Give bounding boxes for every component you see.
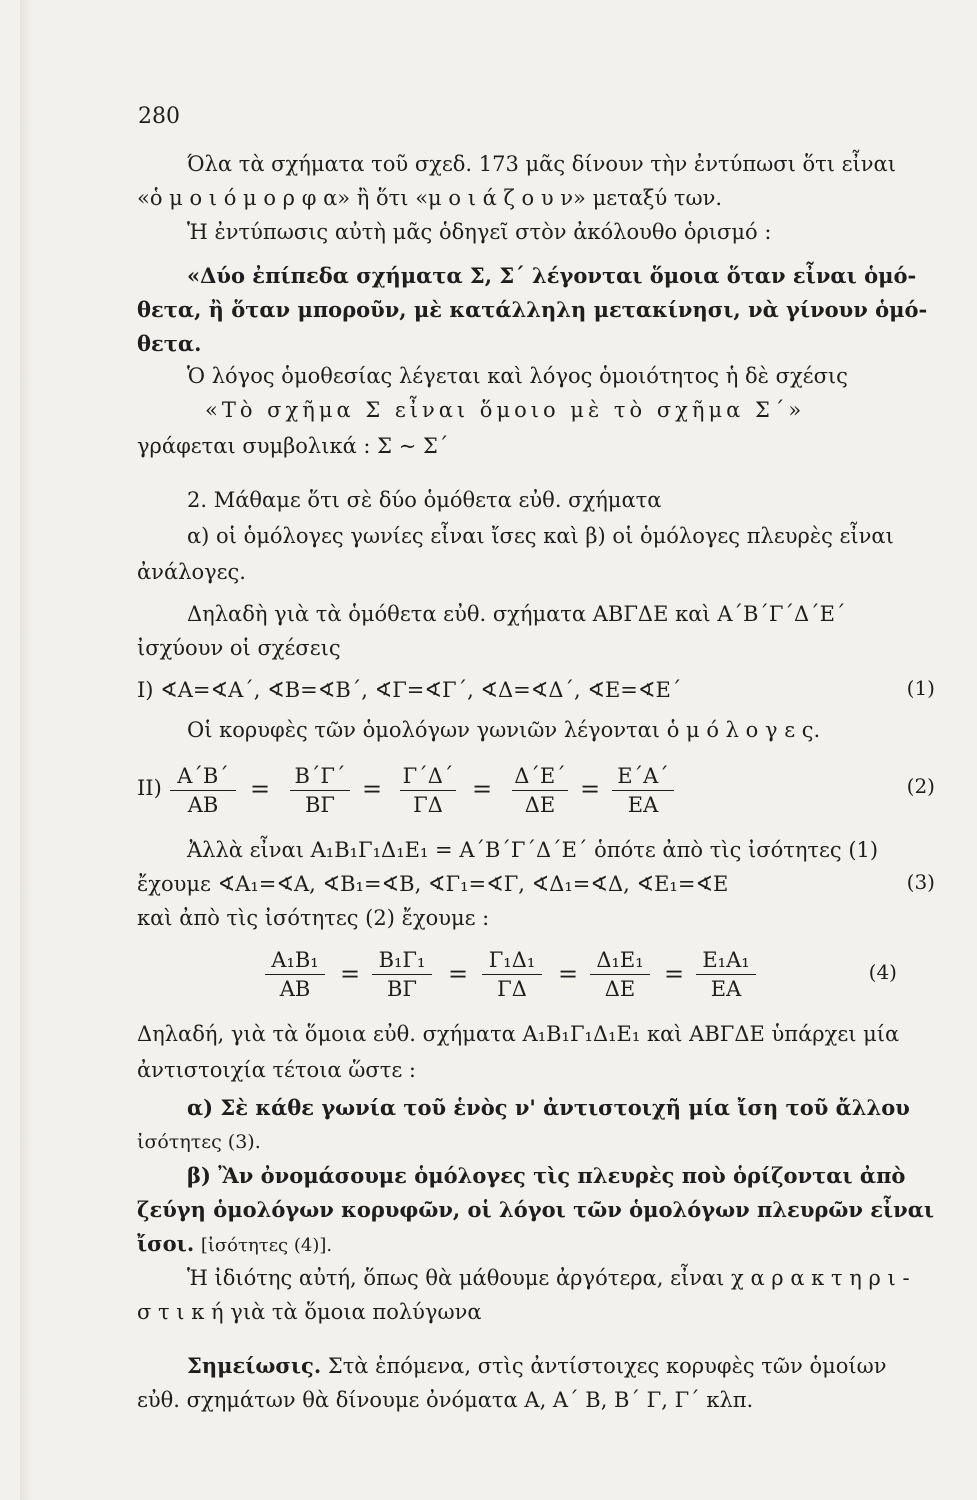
numerator: Δ΄Ε΄: [514, 764, 566, 788]
text-line: Ἡ ἰδιότης αὐτή, ὅπως θὰ μάθουμε ἀργότερα, εἶναι χ α ρ α κ τ η ρ ι -: [187, 1266, 910, 1290]
equals-sign: =: [448, 960, 469, 988]
numerator: Γ΄Δ΄: [402, 764, 454, 788]
text-line: «ὁ μ ο ι ό μ ο ρ φ α» ἢ ὅτι «μ ο ι ά ζ ο υ ν» μεταξύ των.: [137, 186, 723, 210]
numerator: Α₁Β₁: [271, 948, 319, 972]
property-a: [187, 1094, 910, 1122]
fraction: [482, 946, 542, 1003]
text-line: ἰσχύουν οἱ σχέσεις: [137, 636, 341, 660]
definition-line: θετα, ἢ ὅταν μποροῦν, μὲ κατάλληλη μετακίνησι, νὰ γίνουν ὁμό-: [137, 297, 928, 322]
text-line: [137, 1230, 332, 1260]
equals-sign: =: [340, 960, 361, 988]
denominator: ΕΑ: [627, 793, 659, 817]
fraction: [696, 946, 756, 1003]
note-line: [187, 1352, 887, 1380]
text-line: Όλα τὰ σχήματα τοῦ σχεδ. 173 μᾶς δίνουν τὴν ἐντύπωσι ὅτι εἶναι: [187, 152, 896, 176]
numerator: Γ₁Δ₁: [488, 948, 536, 972]
text-line: γράφεται συμβολικά : Σ ∼ Σ΄: [137, 434, 449, 458]
equals-sign: =: [558, 960, 579, 988]
fraction: [590, 946, 650, 1003]
text-line: Ἀλλὰ εἶναι Α₁Β₁Γ₁Δ₁Ε₁ = Α΄Β΄Γ΄Δ΄Ε΄ ὁπότε ἀπὸ τὶς ἰσότητες (1): [187, 838, 879, 862]
numerator: Δ₁Ε₁: [596, 948, 644, 972]
text-line: «Τὸ σχῆμα Σ εἶναι ὅμοιο μὲ τὸ σχῆμα Σ΄»: [205, 398, 806, 422]
note-heading: Σημείωσις.: [187, 1353, 322, 1378]
numerator: Β₁Γ₁: [378, 948, 426, 972]
equals-sign: =: [664, 960, 685, 988]
denominator: ΒΓ: [304, 793, 335, 817]
numerator: Ε₁Α₁: [702, 948, 750, 972]
equals-sign: =: [362, 775, 383, 803]
property-a-text: α) Σὲ κάθε γωνία τοῦ ἑνὸς ν' ἀντιστοιχῆ μία ἴση τοῦ ἄλλου: [187, 1095, 910, 1120]
fraction: [290, 762, 350, 819]
text-line: σ τ ι κ ή γιὰ τὰ ὅμοια πολύγωνα: [137, 1300, 482, 1324]
equation-3: ἔχουμε ∢Α₁=∢Α, ∢Β₁=∢Β, ∢Γ₁=∢Γ, ∢Δ₁=∢Δ, ∢Ε₁=∢Ε: [137, 872, 729, 896]
fraction: [372, 946, 432, 1003]
denominator: ΓΔ: [497, 977, 527, 1001]
definition-line: «Δύο ἐπίπεδα σχήματα Σ, Σ΄ λέγονται ὅμοια ὅταν εἶναι ὁμό-: [187, 263, 917, 288]
text-line: εὐθ. σχημάτων θὰ δίνουμε ὀνόματα Α, Α΄ Β, Β΄ Γ, Γ΄ κλπ.: [137, 1388, 754, 1412]
denominator: ΔΕ: [524, 793, 556, 817]
equation-number: (3): [906, 870, 935, 894]
text-line: ἀντιστοιχία τέτοια ὥστε :: [137, 1058, 416, 1082]
fraction: [612, 762, 674, 819]
section-line: 2. Μάθαμε ὅτι σὲ δύο ὁμόθετα εὐθ. σχήματα: [187, 488, 662, 512]
equation-number: (1): [906, 676, 935, 700]
numerator: Ε΄Α΄: [617, 764, 669, 788]
text-line: α) οἱ ὁμόλογες γωνίες εἶναι ἴσες καὶ β) οἱ ὁμόλογες πλευρὲς εἶναι: [187, 524, 894, 548]
fraction: [170, 762, 236, 819]
page-number: 280: [138, 104, 180, 129]
equals-sign: =: [472, 775, 493, 803]
equals-sign: =: [580, 775, 601, 803]
text-line: ἰσότητες (3).: [137, 1131, 261, 1153]
text-line: Ἡ ἐντύπωσις αὐτὴ μᾶς ὁδηγεῖ στὸν ἀκόλουθο ὁρισμό :: [187, 220, 772, 244]
numerator: Β΄Γ΄: [294, 764, 346, 788]
equals-sign: =: [250, 775, 271, 803]
fraction: [512, 762, 568, 819]
text-line: καὶ ἀπὸ τὶς ἰσότητες (2) ἔχουμε :: [137, 906, 490, 930]
denominator: ΑΒ: [279, 977, 311, 1001]
equation-1: I) ∢Α=∢Α΄, ∢Β=∢Β΄, ∢Γ=∢Γ΄, ∢Δ=∢Δ΄, ∢Ε=∢Ε΄: [137, 678, 682, 702]
page-fold-shadow: [20, 0, 32, 1500]
equation-number: (4): [868, 960, 897, 984]
note-text: Στὰ ἑπόμενα, στὶς ἀντίστοιχες κορυφὲς τῶν ὁμοίων: [327, 1354, 887, 1378]
property-b: ζεύγη ὁμολόγων κορυφῶν, οἱ λόγοι τῶν ὁμολόγων πλευρῶν εἶναι: [137, 1197, 935, 1222]
denominator: ΒΓ: [386, 977, 417, 1001]
equation-label: II): [137, 776, 162, 800]
denominator: ΔΕ: [604, 977, 636, 1001]
reference: [ἰσότητες (4)].: [200, 1235, 333, 1256]
text-line: Δηλαδή, γιὰ τὰ ὅμοια εὐθ. σχήματα Α₁Β₁Γ₁Δ₁Ε₁ καὶ ΑΒΓΔΕ ὑπάρχει μία: [137, 1022, 900, 1046]
text-line: Δηλαδὴ γιὰ τὰ ὁμόθετα εὐθ. σχήματα ΑΒΓΔΕ καὶ Α΄Β΄Γ΄Δ΄Ε΄: [187, 602, 846, 626]
bold-word: ἴσοι.: [137, 1231, 195, 1256]
equation-number: (2): [906, 774, 935, 798]
denominator: ΑΒ: [187, 793, 219, 817]
property-b: β) Ἂν ὀνομάσουμε ὁμόλογες τὶς πλευρὲς ποὺ ὁρίζονται ἀπὸ: [187, 1163, 906, 1188]
numerator: Α΄Β΄: [177, 764, 229, 788]
text-line: ἀνάλογες.: [137, 560, 246, 584]
denominator: ΓΔ: [413, 793, 443, 817]
denominator: ΕΑ: [710, 977, 742, 1001]
text-line: Ὁ λόγος ὁμοθεσίας λέγεται καὶ λόγος ὁμοιότητος ἡ δὲ σχέσις: [187, 364, 848, 388]
text-line: Οἱ κορυφὲς τῶν ὁμολόγων γωνιῶν λέγονται ὁ μ ό λ ο γ ε ς.: [187, 718, 821, 742]
definition-line: θετα.: [137, 331, 202, 356]
fraction: [400, 762, 456, 819]
fraction: [265, 946, 325, 1003]
